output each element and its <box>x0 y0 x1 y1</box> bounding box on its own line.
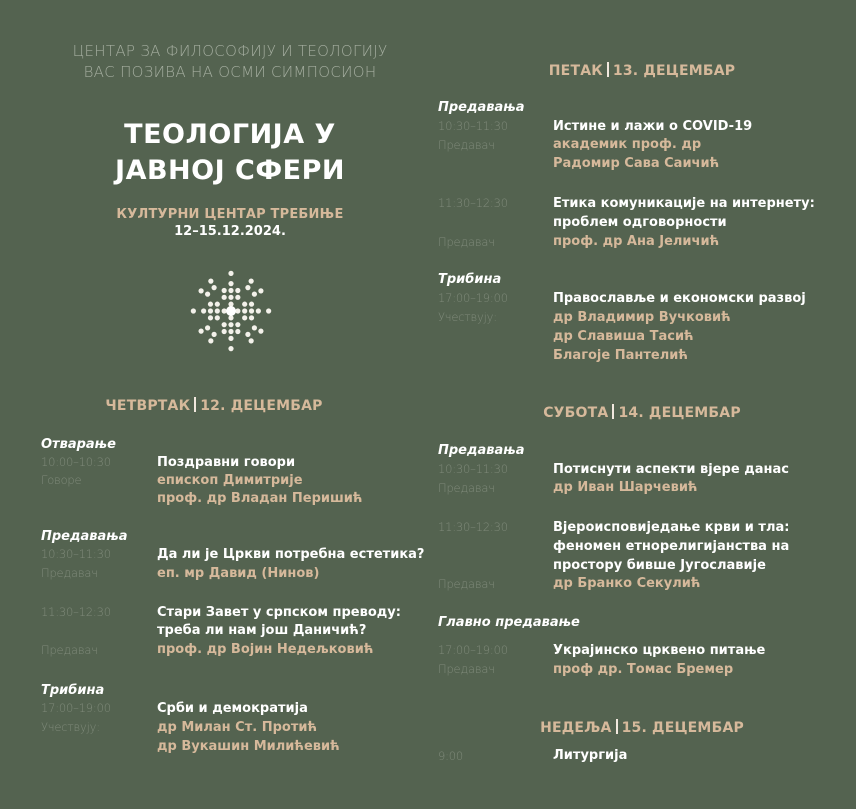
talk-title: Украјинско црквено питање <box>553 643 766 658</box>
time: 9:00 <box>438 749 464 763</box>
talk-title: Етика комуникације на интернету: <box>553 196 815 211</box>
role-label: Предавач <box>438 662 495 676</box>
weekday: СУБОТА <box>543 405 609 421</box>
talk-title: Вјероисповиједање крви и тла: <box>553 520 790 535</box>
speaker: еп. мр Давид (Нинов) <box>157 566 320 581</box>
role-label: Предавач <box>41 643 98 657</box>
section-label-panel: Трибина <box>41 683 105 698</box>
inviter-line-2: ВАС ПОЗИВА НА ОСМИ СИМПОСИОН <box>83 63 377 81</box>
role-label: Учествују: <box>438 310 497 324</box>
talk-title: простору бивше Југославије <box>553 558 766 573</box>
section-label-lectures: Предавања <box>438 443 525 458</box>
time: 17:00–19:00 <box>438 643 508 657</box>
title-line-2: ЈАВНОЈ СФЕРИ <box>115 155 345 186</box>
date: 12. ДЕЦЕМБАР <box>200 398 323 414</box>
time: 11:30–12:30 <box>438 196 508 210</box>
speaker: епископ Димитрије <box>157 473 303 488</box>
inviter-line-1: ЦЕНТАР ЗА ФИЛОСОФИЈУ И ТЕОЛОГИЈУ <box>72 42 388 60</box>
role-label: Предавач <box>41 566 98 580</box>
time: 10:00–10:30 <box>41 455 111 469</box>
right-column <box>428 0 856 809</box>
title-line-1: ТЕОЛОГИЈА У <box>124 119 336 150</box>
speaker: Благоје Пантелић <box>553 348 688 363</box>
role-label: Предавач <box>438 481 495 495</box>
time: 11:30–12:30 <box>41 605 111 619</box>
talk-title: Да ли је Цркви потребна естетика? <box>157 547 425 562</box>
date: 15. ДЕЦЕМБАР <box>621 720 744 736</box>
speaker: др Вукашин Милићевић <box>157 739 340 754</box>
talk-title: Истине и лажи о COVID-19 <box>553 119 753 134</box>
speaker: др Иван Шарчевић <box>553 480 698 495</box>
talk-title: Стари Завет у српском преводу: <box>157 605 401 620</box>
speaker: проф. др Ана Јеличић <box>553 234 720 249</box>
date: 13. ДЕЦЕМБАР <box>612 63 736 79</box>
day-header-saturday <box>428 404 856 421</box>
talk-title: феномен етнорелигијанства на <box>553 539 790 554</box>
time: 17:00–19:00 <box>438 291 508 305</box>
talk-title: Православље и економски развој <box>553 291 806 306</box>
section-label-opening: Отварање <box>41 437 116 452</box>
time: 17:00–19:00 <box>41 701 111 715</box>
speaker: проф. др Војин Недељковић <box>157 642 374 657</box>
section-label-lectures: Предавања <box>438 100 525 115</box>
day-header-friday <box>428 62 856 79</box>
symposium-title <box>40 117 420 189</box>
divider <box>607 62 609 77</box>
date: 14. ДЕЦЕМБАР <box>618 405 741 421</box>
inviter-text <box>40 41 420 83</box>
speaker: Радомир Сава Саичић <box>553 156 720 171</box>
weekday: ПЕТАК <box>548 63 603 79</box>
weekday: НЕДЕЉА <box>540 720 612 736</box>
section-label-panel: Трибина <box>438 272 502 287</box>
role-label: Говоре <box>41 473 82 487</box>
divider <box>612 404 614 419</box>
time: 10:30–11:30 <box>438 462 508 476</box>
time: 10:30–11:30 <box>438 119 508 133</box>
divider <box>616 719 618 734</box>
speaker: академик проф. др <box>553 137 702 152</box>
dotted-cross-ornament-icon <box>185 265 277 357</box>
talk-title: Литургија <box>553 748 628 763</box>
talk-title: Срби и демократија <box>157 701 308 716</box>
speaker: проф. др Владан Перишић <box>157 491 363 506</box>
section-label-keynote: Главно предавање <box>438 615 580 630</box>
talk-title: Поздравни говори <box>157 455 296 470</box>
venue: КУЛТУРНИ ЦЕНТАР ТРЕБИЊЕ <box>116 207 344 222</box>
speaker: др Славиша Тасић <box>553 329 694 344</box>
role-label: Учествују: <box>41 720 100 734</box>
time: 10:30–11:30 <box>41 547 111 561</box>
role-label: Предавач <box>438 235 495 249</box>
time: 11:30–12:30 <box>438 520 508 534</box>
weekday: ЧЕТВРТАК <box>105 398 191 414</box>
speaker: др Бранко Секулић <box>553 576 701 591</box>
divider <box>194 397 196 412</box>
speaker: др Владимир Вучковић <box>553 310 731 325</box>
day-header-sunday <box>428 719 856 736</box>
section-label-lectures: Предавања <box>41 529 128 544</box>
speaker: проф др. Томас Бремер <box>553 662 734 677</box>
day-header-thursday <box>0 397 428 414</box>
role-label: Предавач <box>438 138 495 152</box>
event-dates: 12–15.12.2024. <box>174 224 286 239</box>
role-label: Предавач <box>438 577 495 591</box>
talk-title: проблем одговорности <box>553 215 727 230</box>
speaker: др Милан Ст. Протић <box>157 720 318 735</box>
talk-title: Потиснути аспекти вјере данас <box>553 462 789 477</box>
talk-title: треба ли нам још Даничић? <box>157 623 367 638</box>
